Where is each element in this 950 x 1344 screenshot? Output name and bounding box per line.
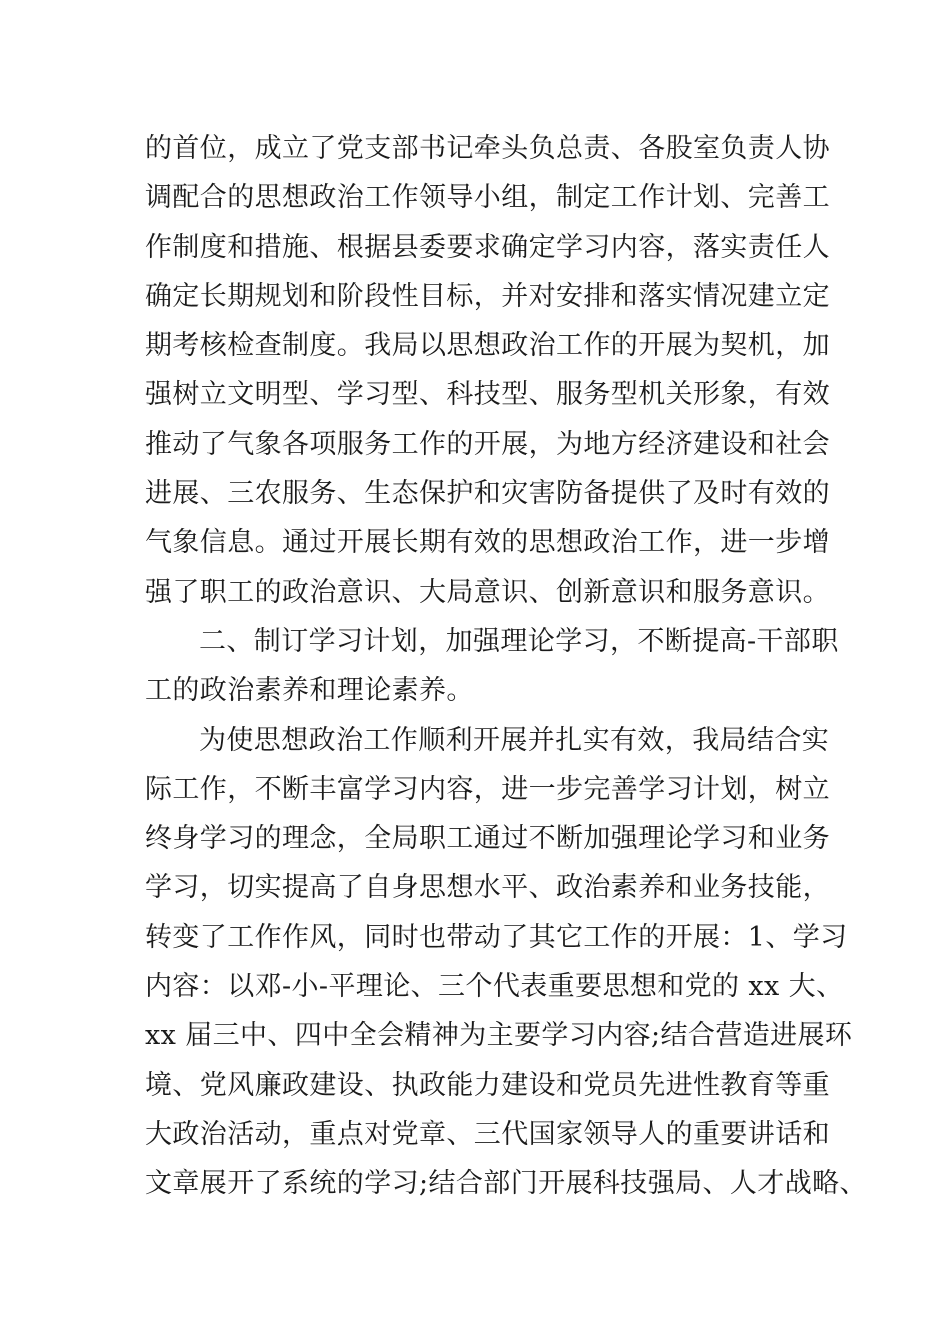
text-line: 大政治活动，重点对党章、三代国家领导人的重要讲话和: [145, 1118, 830, 1150]
text-line: 推动了气象各项服务工作的开展，为地方经济建设和社会: [145, 428, 830, 460]
text-line: 的首位，成立了党支部书记牵头负总责、各股室负责人协: [145, 133, 830, 164]
text-line: 确定长期规划和阶段性目标，并对安排和落实情况建立定: [145, 280, 830, 312]
text-line: 气象信息。通过开展长期有效的思想政治工作，进一步增: [145, 527, 830, 559]
text-line: 文章展开了系统的学习;结合部门开展科技强局、人才战略、: [145, 1168, 867, 1200]
text-line: 终身学习的理念，全局职工通过不断加强理论学习和业务: [145, 823, 830, 855]
text-line: 学习，切实提高了自身思想水平、政治素养和业务技能，: [145, 872, 830, 904]
text-line: 作制度和措施、根据县委要求确定学习内容，落实责任人: [145, 231, 830, 263]
text-line: 进展、三农服务、生态保护和灾害防备提供了及时有效的: [145, 478, 830, 510]
document-body: [145, 124, 867, 1209]
text-line: 际工作，不断丰富学习内容，进一步完善学习计划，树立: [145, 773, 830, 805]
section-heading-line: 工的政治素养和理论素养。: [145, 675, 474, 707]
text-line: 强树立文明型、学习型、科技型、服务型机关形象，有效: [145, 379, 830, 411]
text-line: 内容：以邓-小-平理论、三个代表重要思想和党的 xx 大、: [145, 971, 844, 1003]
text-line: 转变了工作作风，同时也带动了其它工作的开展：1、学习: [145, 921, 848, 953]
text-line: 强了职工的政治意识、大局意识、创新意识和服务意识。: [145, 576, 830, 608]
text-line: 境、党风廉政建设、执政能力建设和党员先进性教育等重: [145, 1069, 830, 1101]
text-line: 调配合的思想政治工作领导小组，制定工作计划、完善工: [145, 182, 830, 214]
text-line: 期考核检查制度。我局以思想政治工作的开展为契机，加: [145, 330, 830, 362]
paragraph-first-line: 为使思想政治工作顺利开展并扎实有效，我局结合实: [199, 724, 830, 756]
text-line: xx 届三中、四中全会精神为主要学习内容;结合营造进展环: [145, 1020, 853, 1052]
section-heading-line: 二、制订学习计划，加强理论学习，不断提高-干部职: [199, 625, 839, 657]
